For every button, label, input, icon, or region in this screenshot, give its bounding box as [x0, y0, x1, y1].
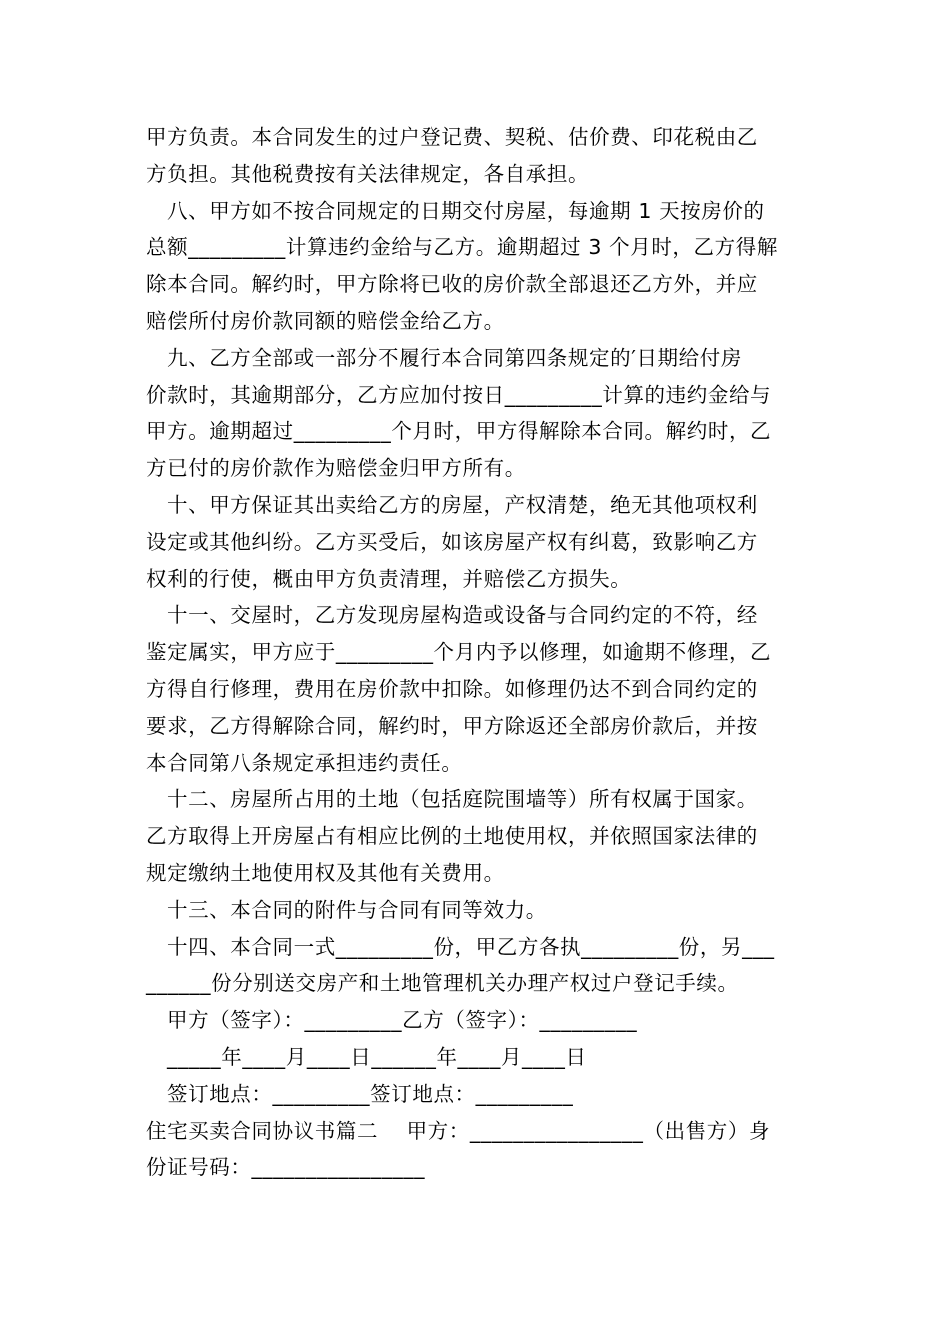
signing-location-line: 签订地点：_________签订地点：_________ [167, 1081, 574, 1106]
clause-9-line: 九、乙方全部或一部分不履行本合同第四条规定的′日期给付房 [167, 345, 742, 370]
text-line: 方负担。其他税费按有关法律规定，各自承担。 [146, 161, 590, 186]
text-line: 甲方负责。本合同发生的过户登记费、契税、估价费、印花税由乙 [146, 125, 758, 149]
date-line: _____年____月____日______年____月____日 [167, 1044, 587, 1069]
clause-12-line: 十二、房屋所占用的土地（包括庭院围墙等）所有权属于国家。 [167, 787, 758, 812]
section-two-heading-line: 住宅买卖合同协议书篇二 甲方：________________（出售方）身 [146, 1118, 771, 1143]
clause-10-line: 设定或其他纠纷。乙方买受后，如该房屋产权有纠葛，致影响乙方 [146, 529, 758, 554]
clause-11-line: 要求，乙方得解除合同，解约时，甲方除返还全部房价款后，并按 [146, 713, 758, 738]
clause-8-line: 八、甲方如不按合同规定的日期交付房屋，每逾期 1 天按房价的 [167, 198, 765, 223]
clause-9-line: 方已付的房价款作为赔偿金归甲方所有。 [146, 456, 526, 481]
clause-9-line: 甲方。逾期超过_________个月时，甲方得解除本合同。解约时，乙 [146, 419, 772, 444]
clause-12-line: 规定缴纳土地使用权及其他有关费用。 [146, 860, 505, 885]
clause-8-line: 总额_________计算违约金给与乙方。逾期超过 3 个月时，乙方得解 [146, 235, 778, 260]
id-number-line: 份证号码：________________ [146, 1155, 426, 1180]
clause-10-line: 十、甲方保证其出卖给乙方的房屋，产权清楚，绝无其他项权利 [167, 492, 758, 517]
clause-9-line: 价款时，其逾期部分，乙方应加付按日_________计算的违约金给与 [146, 382, 772, 407]
clause-13-line: 十三、本合同的附件与合同有同等效力。 [167, 897, 547, 922]
signature-line: 甲方（签字）：_________乙方（签字）：_________ [167, 1008, 638, 1033]
clause-14-line: ______份分别送交房产和土地管理机关办理产权过户登记手续。 [146, 971, 739, 996]
clause-12-line: 乙方取得上开房屋占有相应比例的土地使用权，并依照国家法律的 [146, 824, 758, 849]
clause-11-line: 本合同第八条规定承担违约责任。 [146, 750, 463, 775]
clause-11-line: 方得自行修理，费用在房价款中扣除。如修理仍达不到合同约定的 [146, 676, 758, 701]
document-body [146, 119, 810, 1186]
clause-14-line: 十四、本合同一式_________份，甲乙方各执_________份，另___ [167, 934, 775, 959]
clause-11-line: 十一、交屋时，乙方发现房屋构造或设备与合同约定的不符，经 [167, 603, 758, 628]
clause-11-line: 鉴定属实，甲方应于_________个月内予以修理，如逾期不修理，乙 [146, 640, 772, 665]
clause-8-line: 除本合同。解约时，甲方除将已收的房价款全部退还乙方外，并应 [146, 272, 758, 297]
clause-10-line: 权利的行使，概由甲方负责清理，并赔偿乙方损失。 [146, 566, 632, 591]
clause-8-line: 赔偿所付房价款同额的赔偿金给乙方。 [146, 308, 505, 333]
